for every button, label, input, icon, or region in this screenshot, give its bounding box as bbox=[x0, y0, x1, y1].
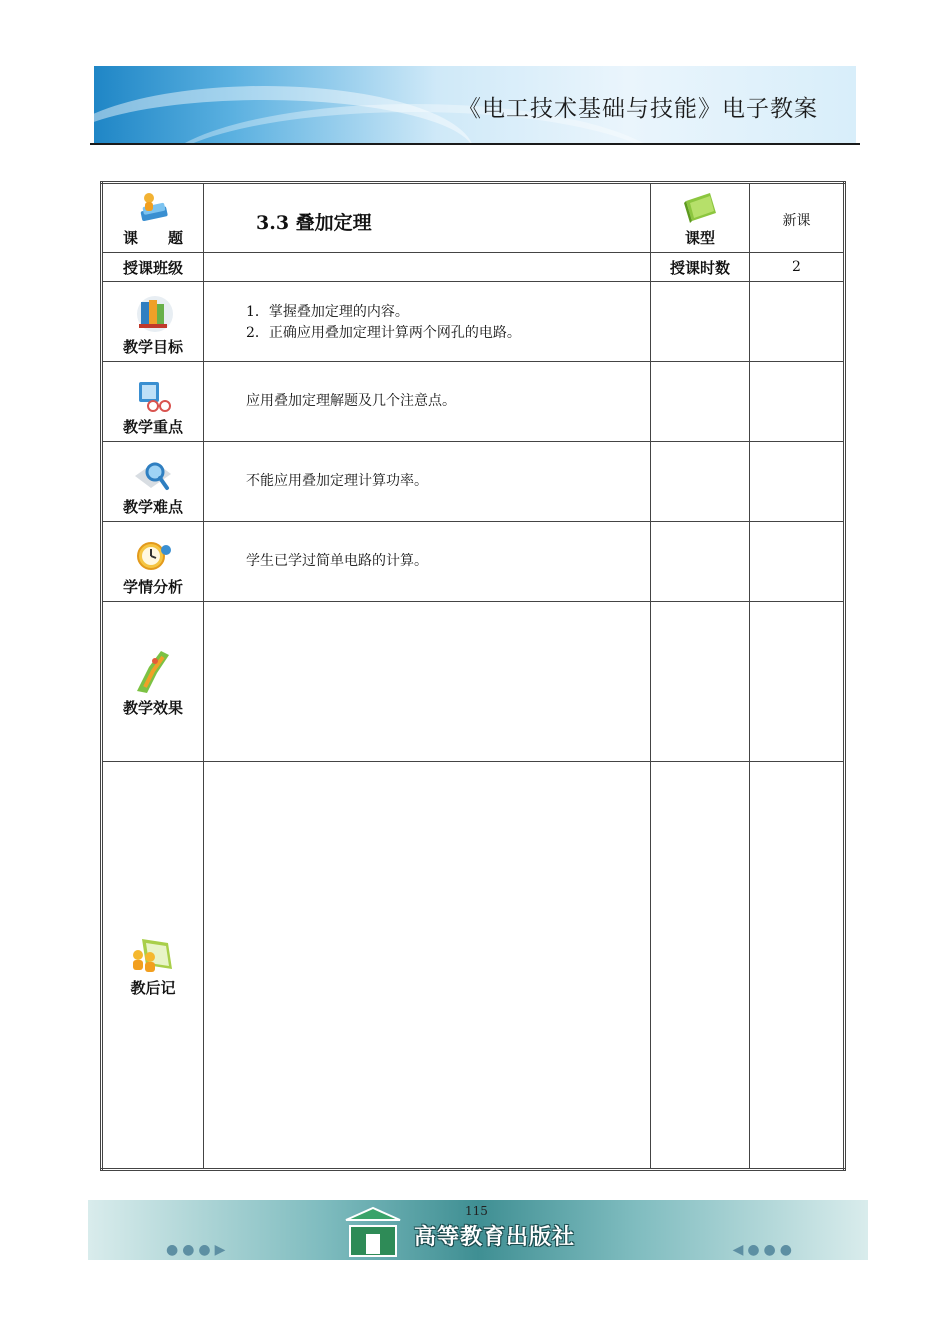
alarm-clock-icon bbox=[131, 536, 175, 574]
key-points-label: 教学重点 bbox=[122, 418, 183, 436]
effect-extra-cell-2 bbox=[750, 602, 845, 762]
notes-extra-cell bbox=[651, 762, 750, 1170]
notes-content bbox=[204, 762, 651, 1170]
goals-content bbox=[204, 282, 651, 362]
notes-label-cell bbox=[102, 762, 204, 1170]
analysis-extra-cell-2 bbox=[750, 522, 845, 602]
goals-label: 教学目标 bbox=[122, 338, 183, 356]
topic-label-cell bbox=[102, 183, 204, 253]
notes-extra-cell-2 bbox=[750, 762, 845, 1170]
header-rule bbox=[90, 143, 860, 145]
people-folder-icon bbox=[128, 935, 178, 975]
person-book-icon bbox=[133, 191, 173, 225]
difficulties-label-cell bbox=[102, 442, 204, 522]
footer-dots-left: ●●●▶ bbox=[166, 1242, 230, 1258]
effect-extra-cell bbox=[651, 602, 750, 762]
publisher-logo-icon bbox=[340, 1206, 406, 1258]
goal-item-1: 1．掌握叠加定理的内容。 bbox=[246, 304, 409, 320]
lesson-type-label-cell bbox=[651, 183, 750, 253]
goals-extra-cell-2 bbox=[750, 282, 845, 362]
page-number: 115 bbox=[465, 1204, 488, 1218]
difficulties-extra-cell-2 bbox=[750, 442, 845, 522]
hours-value: 2 bbox=[750, 253, 845, 282]
effect-label: 教学效果 bbox=[122, 699, 183, 717]
analysis-label-cell bbox=[102, 522, 204, 602]
key-points-text: 应用叠加定理解题及几个注意点。 bbox=[246, 393, 456, 409]
class-value bbox=[204, 253, 651, 282]
topic-title: 3.3 叠加定理 bbox=[256, 212, 372, 234]
escalator-icon bbox=[131, 647, 175, 695]
analysis-text: 学生已学过简单电路的计算。 bbox=[246, 553, 428, 569]
topic-title-cell bbox=[204, 183, 651, 253]
difficulties-content bbox=[204, 442, 651, 522]
key-points-label-cell bbox=[102, 362, 204, 442]
goals-extra-cell bbox=[651, 282, 750, 362]
goals-label-cell bbox=[102, 282, 204, 362]
header-banner bbox=[94, 66, 856, 144]
key-points-extra-cell bbox=[651, 362, 750, 442]
analysis-content bbox=[204, 522, 651, 602]
footer-dots-right: ◀●●● bbox=[732, 1242, 796, 1258]
books-stack-icon bbox=[131, 294, 175, 334]
glasses-book-icon bbox=[131, 376, 175, 414]
topic-label: 课 题 bbox=[122, 229, 183, 247]
key-points-content bbox=[204, 362, 651, 442]
green-book-icon bbox=[680, 191, 720, 225]
analysis-extra-cell bbox=[651, 522, 750, 602]
notes-label: 教后记 bbox=[130, 978, 176, 997]
key-points-extra-cell-2 bbox=[750, 362, 845, 442]
hours-label: 授课时数 bbox=[651, 253, 750, 282]
magnifier-icon bbox=[131, 456, 175, 494]
lesson-type-label: 课型 bbox=[684, 229, 715, 247]
publisher-name: 高等教育出版社 bbox=[414, 1225, 576, 1250]
difficulties-label: 教学难点 bbox=[122, 498, 183, 516]
class-label: 授课班级 bbox=[102, 253, 204, 282]
lesson-plan-table bbox=[100, 181, 846, 1171]
difficulties-text: 不能应用叠加定理计算功率。 bbox=[246, 473, 428, 489]
difficulties-extra-cell bbox=[651, 442, 750, 522]
goal-item-2: 2．正确应用叠加定理计算两个网孔的电路。 bbox=[246, 325, 521, 341]
analysis-label: 学情分析 bbox=[122, 578, 183, 596]
document-title: 《电工技术基础与技能》电子教案 bbox=[458, 96, 818, 122]
effect-label-cell bbox=[102, 602, 204, 762]
lesson-type-value: 新课 bbox=[750, 183, 845, 253]
effect-content bbox=[204, 602, 651, 762]
